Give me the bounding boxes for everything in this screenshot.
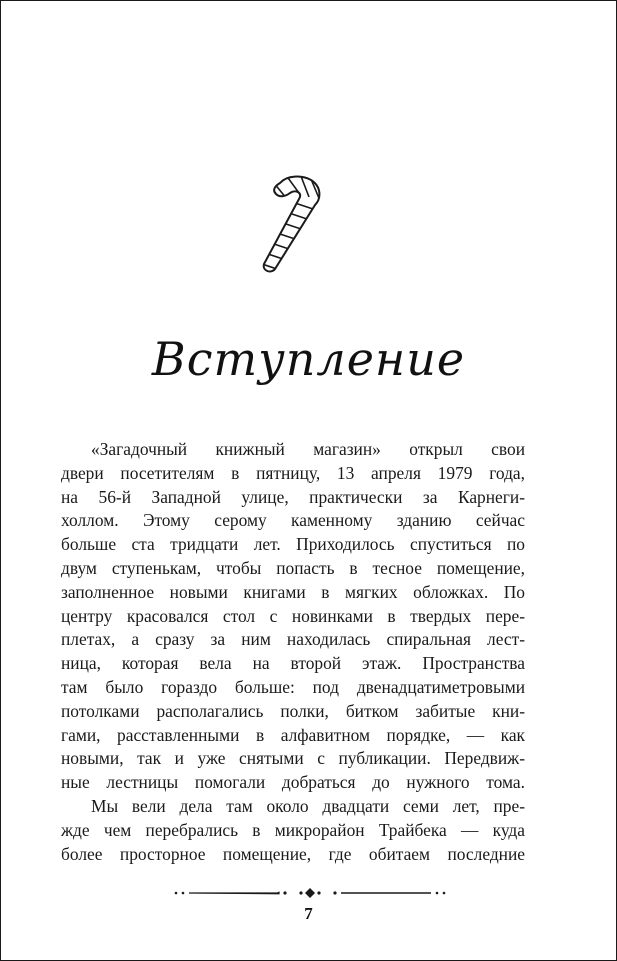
candy-cane-icon (259, 169, 331, 277)
text-line: гами, расставленными в алфавитном порядке, — как (61, 724, 525, 745)
text-line: двум ступенькам, чтобы попасть в тесное помещение, (61, 557, 525, 578)
text-line: заполненное новыми книгами в мягких обложках. По (61, 581, 525, 602)
text-line: холлом. Этому серому каменному зданию сейчас (61, 510, 525, 531)
text-line: новыми, так и уже снятыми с публикации. Передвиж- (61, 748, 525, 769)
text-line: потолками располагались полки, битком забитые кни- (61, 700, 525, 721)
paragraph (61, 795, 525, 866)
text-line: плетах, а сразу за ним находилась спиральная лест- (61, 629, 525, 650)
text-line: более просторное помещение, где обитаем последние (61, 843, 525, 864)
footer-ornament (173, 885, 447, 901)
text-line: «Загадочный книжный магазин» открыл свои (91, 439, 525, 459)
text-line: на 56-й Западной улице, практически за Карнеги- (61, 486, 525, 507)
text-line: двери посетителям в пятницу, 13 апреля 1979 года, (61, 462, 525, 483)
chapter-title: Вступление (151, 332, 466, 386)
text-line: ные лестницы помогали добраться до нужного тома. (61, 772, 525, 793)
text-line: Мы вели дела там около двадцати семи лет, пре- (91, 795, 525, 816)
paragraph (61, 438, 525, 795)
text-line: больше ста тридцати лет. Приходилось спуститься по (61, 534, 525, 555)
text-line: ница, которая вела на второй этаж. Пространства (61, 653, 525, 674)
text-line: жде чем перебрались в микрорайон Трайбека — куда (61, 819, 525, 840)
page-number: 7 (304, 904, 313, 923)
chapter-body (61, 438, 525, 866)
text-line: центру красовался стол с новинками в твердых пере- (61, 605, 525, 626)
text-line: там было гораздо больше: под двенадцатиметровыми (61, 676, 525, 697)
